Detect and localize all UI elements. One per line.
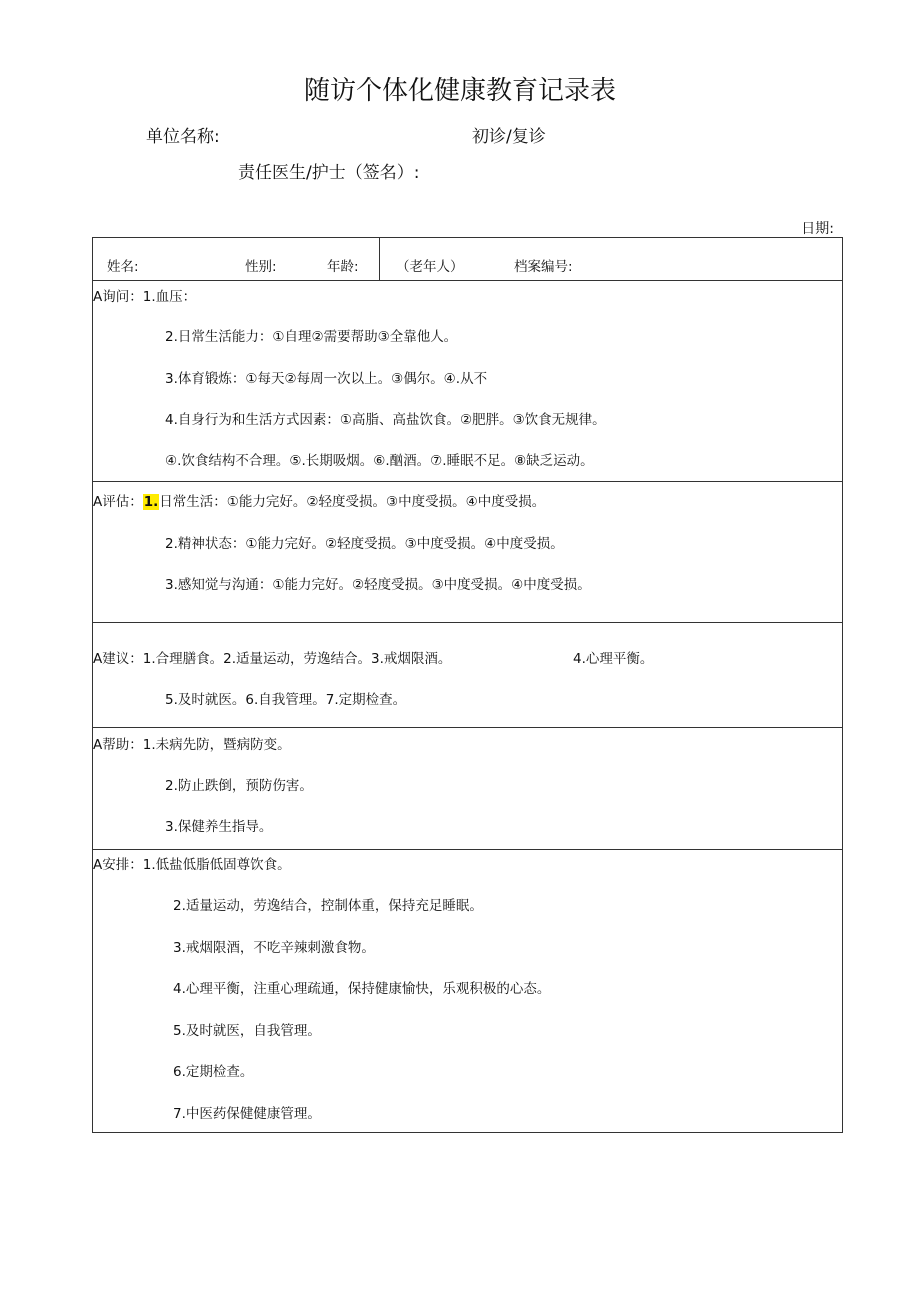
ask-line: 4.自身行为和生活方式因素：①高脂、高盐饮食。②肥胖。③饮食无规律。 (165, 412, 606, 428)
ask-line: 2.日常生活能力：①自理②需要帮助③全靠他人。 (165, 329, 458, 345)
help-head: A帮助：1.未病先防，暨病防变。 (93, 737, 291, 753)
assess-head (93, 490, 545, 510)
arrange-line: 5.及时就医，自我管理。 (173, 1023, 321, 1039)
file-number-label: 档案编号: (514, 259, 573, 275)
assess-head-prefix: A评估： (93, 494, 143, 510)
arrange-head: A安排：1.低盐低脂低固尊饮食。 (93, 857, 291, 873)
section-ask (93, 281, 843, 482)
help-line: 3.保健养生指导。 (165, 819, 273, 835)
assess-line: 3.感知觉与沟通：①能力完好。②轻度受损。③中度受损。④中度受损。 (165, 577, 591, 593)
arrange-line: 4.心理平衡，注重心理疏通，保持健康愉快，乐观积极的心态。 (173, 981, 551, 997)
ask-line: 3.体育锻炼：①每天②每周一次以上。③偶尔。④.从不 (165, 371, 488, 387)
record-form (92, 237, 843, 1133)
arrange-line: 6.定期检查。 (173, 1064, 254, 1080)
assess-line: 2.精神状态：①能力完好。②轻度受损。③中度受损。④中度受损。 (165, 536, 564, 552)
date-label: 日期: (801, 221, 834, 237)
visit-type-label: 初诊/复诊 (472, 127, 546, 147)
doctor-signature-label: 责任医生/护士（签名）: (238, 163, 420, 183)
section-help (93, 728, 843, 850)
section-assess (93, 482, 843, 623)
section-advise (93, 623, 843, 728)
advise-line: 5.及时就医。6.自我管理。7.定期检查。 (165, 692, 407, 708)
age-label: 年龄: (327, 259, 359, 275)
unit-name-label: 单位名称: (146, 127, 220, 147)
help-line: 2.防止跌倒，预防伤害。 (165, 778, 313, 794)
advise-head-tail: 4.心理平衡。 (573, 651, 654, 667)
arrange-line: 2.适量运动，劳逸结合，控制体重，保持充足睡眠。 (173, 898, 483, 914)
section-arrange (93, 850, 843, 1133)
arrange-line: 3.戒烟限酒，不吃辛辣刺激食物。 (173, 940, 375, 956)
advise-head: A建议：1.合理膳食。2.适量运动，劳逸结合。3.戒烟限酒。 (93, 651, 452, 667)
ask-line: ④.饮食结构不合理。⑤.长期吸烟。⑥.酗酒。⑦.睡眠不足。⑧缺乏运动。 (165, 453, 594, 469)
patient-info-row (93, 238, 843, 281)
ask-head: A询问：1.血压： (93, 289, 197, 305)
elder-label: （老年人） (396, 259, 464, 275)
patient-info-right (380, 238, 843, 281)
page-title: 随访个体化健康教育记录表 (303, 76, 616, 106)
name-label: 姓名: (107, 259, 139, 275)
gender-label: 性别: (245, 259, 277, 275)
patient-info-left (93, 238, 380, 281)
arrange-line: 7.中医药保健健康管理。 (173, 1106, 321, 1122)
assess-head-text: 日常生活：①能力完好。②轻度受损。③中度受损。④中度受损。 (159, 494, 546, 510)
assess-highlight-number: 1. (143, 494, 159, 510)
